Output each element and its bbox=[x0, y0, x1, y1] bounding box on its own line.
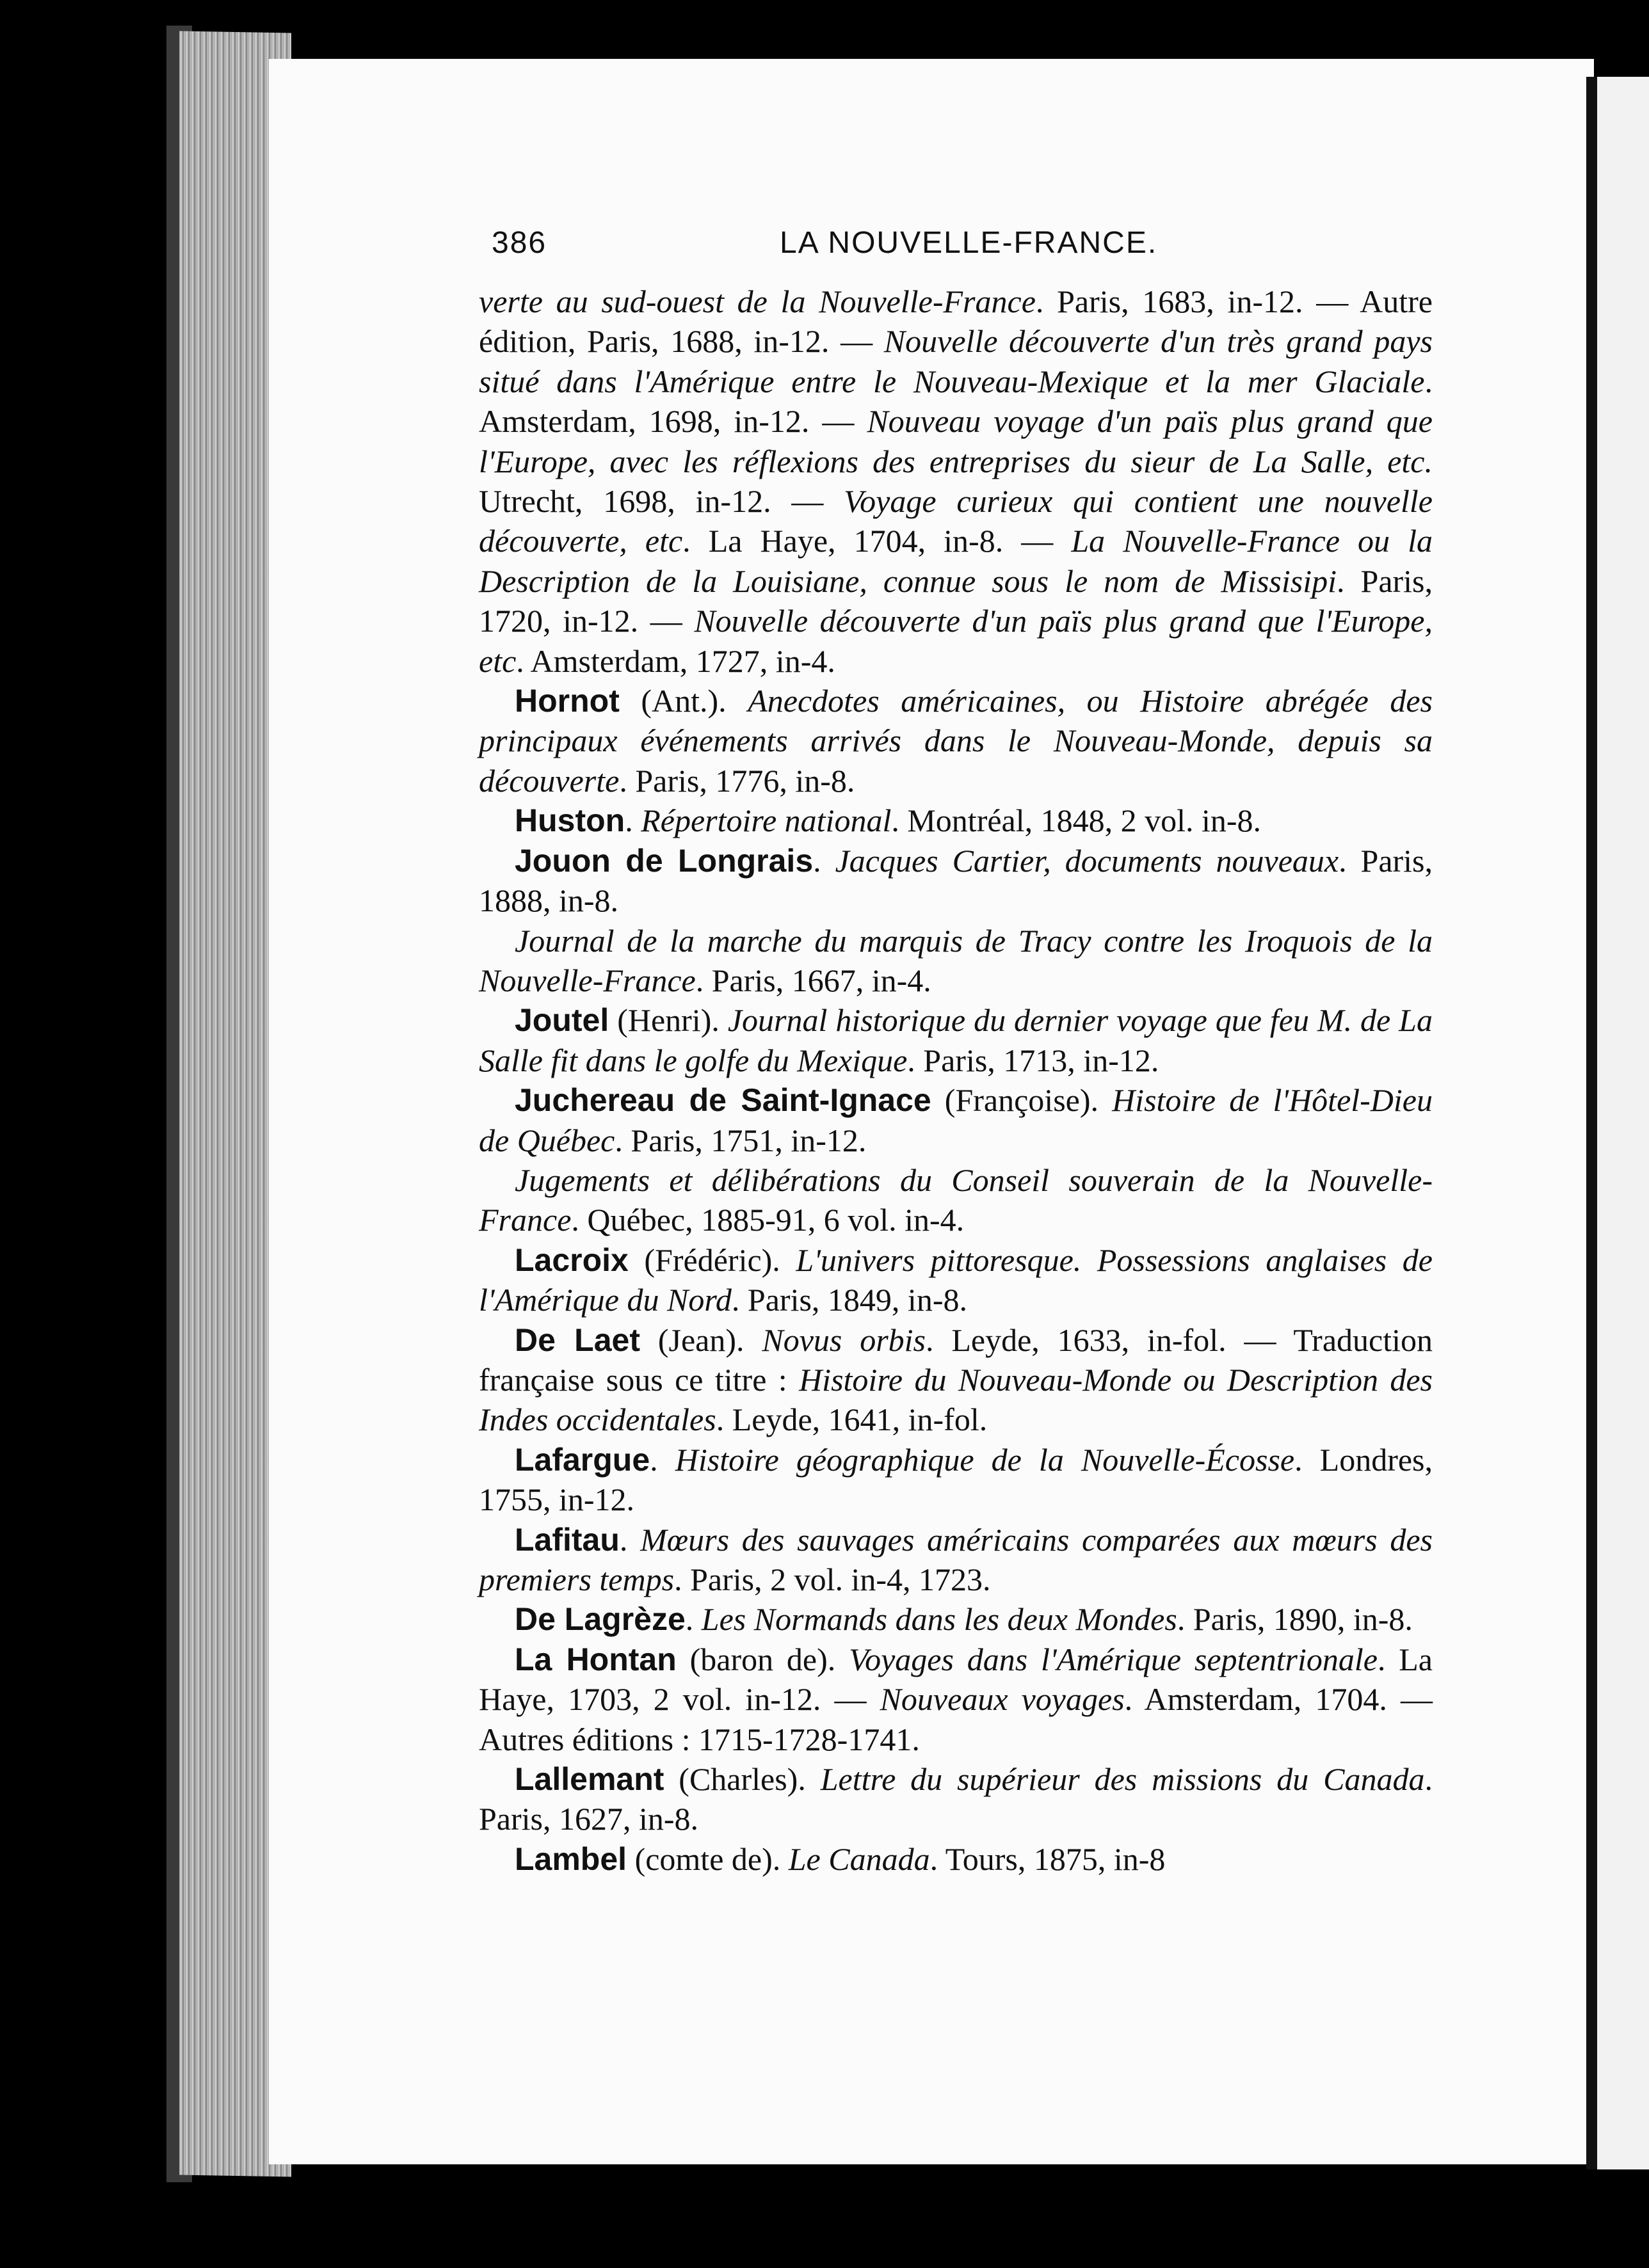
entry-title: verte au sud-ouest de la Nouvelle-France bbox=[479, 284, 1036, 319]
entry-text: (Charles). bbox=[664, 1761, 821, 1798]
entry-text: (Ant.). bbox=[619, 683, 748, 719]
next-page-edge bbox=[1597, 77, 1649, 2169]
entry-title: Journal historique du dernier voyage que feu M. de La Salle fit dans le golfe du Mexique bbox=[479, 1002, 1433, 1078]
entry-title: Nouvelle découverte d'un païs plus grand que l'Europe, etc bbox=[479, 603, 1433, 679]
entry-author: De Laet bbox=[515, 1322, 640, 1358]
entry-title: Voyage curieux qui contient une nouvelle découverte, etc bbox=[479, 483, 1433, 559]
entry-text: . La Haye, 1703, 2 vol. in-12. — bbox=[479, 1641, 1433, 1718]
entry-text: . Québec, 1885-91, 6 vol. in-4. bbox=[571, 1202, 965, 1238]
entry-author: Juchereau de Saint-Ignace bbox=[515, 1082, 931, 1119]
entry-text: . Paris, 1890, in-8. bbox=[1177, 1601, 1413, 1638]
bibliography-entry bbox=[479, 1599, 1433, 1639]
entry-text: . Amsterdam, 1704. — Autres éditions : 1715-1728-1741. bbox=[479, 1681, 1433, 1757]
bibliography-entry bbox=[479, 282, 1433, 681]
bibliography-entry bbox=[479, 1520, 1433, 1600]
entry-text: Utrecht, 1698, in-12. — bbox=[479, 483, 844, 520]
entry-text: (Frédéric). bbox=[628, 1242, 796, 1278]
entry-title: L'univers pittoresque. Possessions anglaises de l'Amérique du Nord bbox=[479, 1242, 1433, 1318]
entry-author: Lafitau bbox=[515, 1521, 620, 1558]
entry-text: . Paris, 1849, in-8. bbox=[731, 1282, 967, 1318]
bibliography-entry bbox=[479, 1440, 1433, 1520]
entry-title: Lettre du supérieur des missions du Canada bbox=[820, 1761, 1425, 1798]
entry-text: . La Haye, 1704, in-8. — bbox=[682, 523, 1072, 559]
entry-author: Lacroix bbox=[515, 1242, 629, 1278]
running-title: LA NOUVELLE-FRANCE. bbox=[780, 226, 1158, 260]
entry-text: . Amsterdam, 1727, in-4. bbox=[516, 643, 835, 679]
entry-author: Jouon de Longrais bbox=[515, 842, 814, 879]
bibliography-entry bbox=[479, 1160, 1433, 1240]
entry-author: La Hontan bbox=[515, 1641, 677, 1677]
entry-text: . bbox=[650, 1441, 675, 1478]
entry-text: . Paris, 1667, in-4. bbox=[695, 962, 931, 998]
entry-text: . Paris, 1776, in-8. bbox=[619, 762, 855, 799]
bibliography-entry bbox=[479, 841, 1433, 921]
entry-author: Lambel bbox=[515, 1841, 627, 1877]
bibliography-entry bbox=[479, 681, 1433, 801]
entry-title: La Nouvelle-France ou la Description de la Louisiane, connue sous le nom de Missisipi bbox=[479, 523, 1433, 599]
entry-title: Nouveaux voyages bbox=[880, 1681, 1125, 1718]
bibliography-entry bbox=[479, 1240, 1433, 1320]
entry-text: . Paris, 1627, in-8. bbox=[479, 1761, 1433, 1837]
entry-title: Nouvelle découverte d'un très grand pays situé dans l'Amérique entre le Nouveau-Mexique et la mer Glaciale bbox=[479, 323, 1433, 399]
entry-title: Nouveau voyage d'un païs plus grand que l'Europe, avec les réflexions des entreprises du sieur de La Salle, etc. bbox=[479, 403, 1433, 479]
entry-text: . Paris, 1720, in-12. — bbox=[479, 563, 1433, 639]
bibliography-entry bbox=[479, 801, 1433, 840]
entry-text: . bbox=[813, 842, 835, 879]
entry-title: Les Normands dans les deux Mondes bbox=[701, 1601, 1177, 1638]
entry-title: Novus orbis bbox=[762, 1322, 926, 1358]
entry-text: . Tours, 1875, in-8 bbox=[929, 1841, 1166, 1877]
entry-author: Lallemant bbox=[515, 1761, 664, 1798]
entry-text: . Paris, 1713, in-12. bbox=[907, 1042, 1159, 1078]
entry-author: Lafargue bbox=[515, 1441, 650, 1478]
bibliography-entry bbox=[479, 1839, 1433, 1879]
entry-title: Anecdotes américaines, ou Histoire abrégée des principaux événements arrivés dans le Nouveau-Monde, depuis sa découverte bbox=[479, 683, 1433, 799]
entry-title: Jacques Cartier, documents nouveaux bbox=[835, 842, 1339, 879]
entry-title: Le Canada bbox=[788, 1841, 930, 1877]
bibliography-entry bbox=[479, 1640, 1433, 1759]
entry-text: . Paris, 1751, in-12. bbox=[615, 1122, 867, 1158]
entry-text: . Paris, 1683, in-12. — Autre édition, Paris, 1688, in-12. — bbox=[479, 284, 1433, 360]
entry-title: Jugements et délibérations du Conseil souverain de la Nouvelle-France bbox=[479, 1162, 1433, 1238]
entry-text: . Londres, 1755, in-12. bbox=[479, 1441, 1433, 1518]
bibliography-entry bbox=[479, 1320, 1433, 1440]
bibliography-entry bbox=[479, 1759, 1433, 1839]
entry-text: (Henri). bbox=[609, 1002, 728, 1039]
entry-text: (Jean). bbox=[639, 1322, 762, 1358]
entry-text: . Montréal, 1848, 2 vol. in-8. bbox=[891, 803, 1262, 839]
entry-title: Histoire géographique de la Nouvelle-Écosse bbox=[675, 1441, 1295, 1478]
entry-author: Joutel bbox=[515, 1002, 609, 1039]
entry-text: . Paris, 2 vol. in-4, 1723. bbox=[674, 1561, 991, 1597]
entry-text: . Amsterdam, 1698, in-12. — bbox=[479, 363, 1433, 440]
entry-text: . Paris, 1888, in-8. bbox=[479, 842, 1433, 919]
entry-author: Huston bbox=[515, 803, 625, 839]
entry-text: . bbox=[619, 1521, 641, 1558]
entry-text: (Françoise). bbox=[931, 1082, 1113, 1119]
entry-text: . bbox=[685, 1601, 702, 1638]
entry-author: Hornot bbox=[515, 683, 620, 719]
bibliography-entry bbox=[479, 921, 1433, 1001]
bibliography-entry bbox=[479, 1000, 1433, 1080]
entry-text: (comte de). bbox=[627, 1841, 789, 1877]
entry-author: De Lagrèze bbox=[515, 1601, 686, 1638]
entry-text: . Leyde, 1641, in-fol. bbox=[716, 1402, 988, 1438]
entry-title: Mœurs des sauvages américains comparées aux mœurs des premiers temps bbox=[479, 1521, 1433, 1597]
entry-text: . Leyde, 1633, in-fol. — Traduction française sous ce titre : bbox=[479, 1322, 1433, 1398]
entry-title: Voyages dans l'Amérique septentrionale bbox=[849, 1641, 1378, 1677]
entry-title: Répertoire national bbox=[641, 803, 892, 839]
bibliography-entry bbox=[479, 1080, 1433, 1160]
entry-title: Histoire de l'Hôtel-Dieu de Québec bbox=[479, 1082, 1433, 1158]
entry-text: (baron de). bbox=[676, 1641, 849, 1677]
entry-title: Journal de la marche du marquis de Tracy contre les Iroquois de la Nouvelle-France bbox=[479, 922, 1433, 998]
running-head bbox=[492, 225, 1433, 264]
entry-text: . bbox=[625, 803, 641, 839]
bibliography-text bbox=[479, 282, 1433, 1879]
entry-title: Histoire du Nouveau-Monde ou Description des Indes occidentales bbox=[479, 1361, 1433, 1438]
page-number: 386 bbox=[492, 226, 547, 260]
